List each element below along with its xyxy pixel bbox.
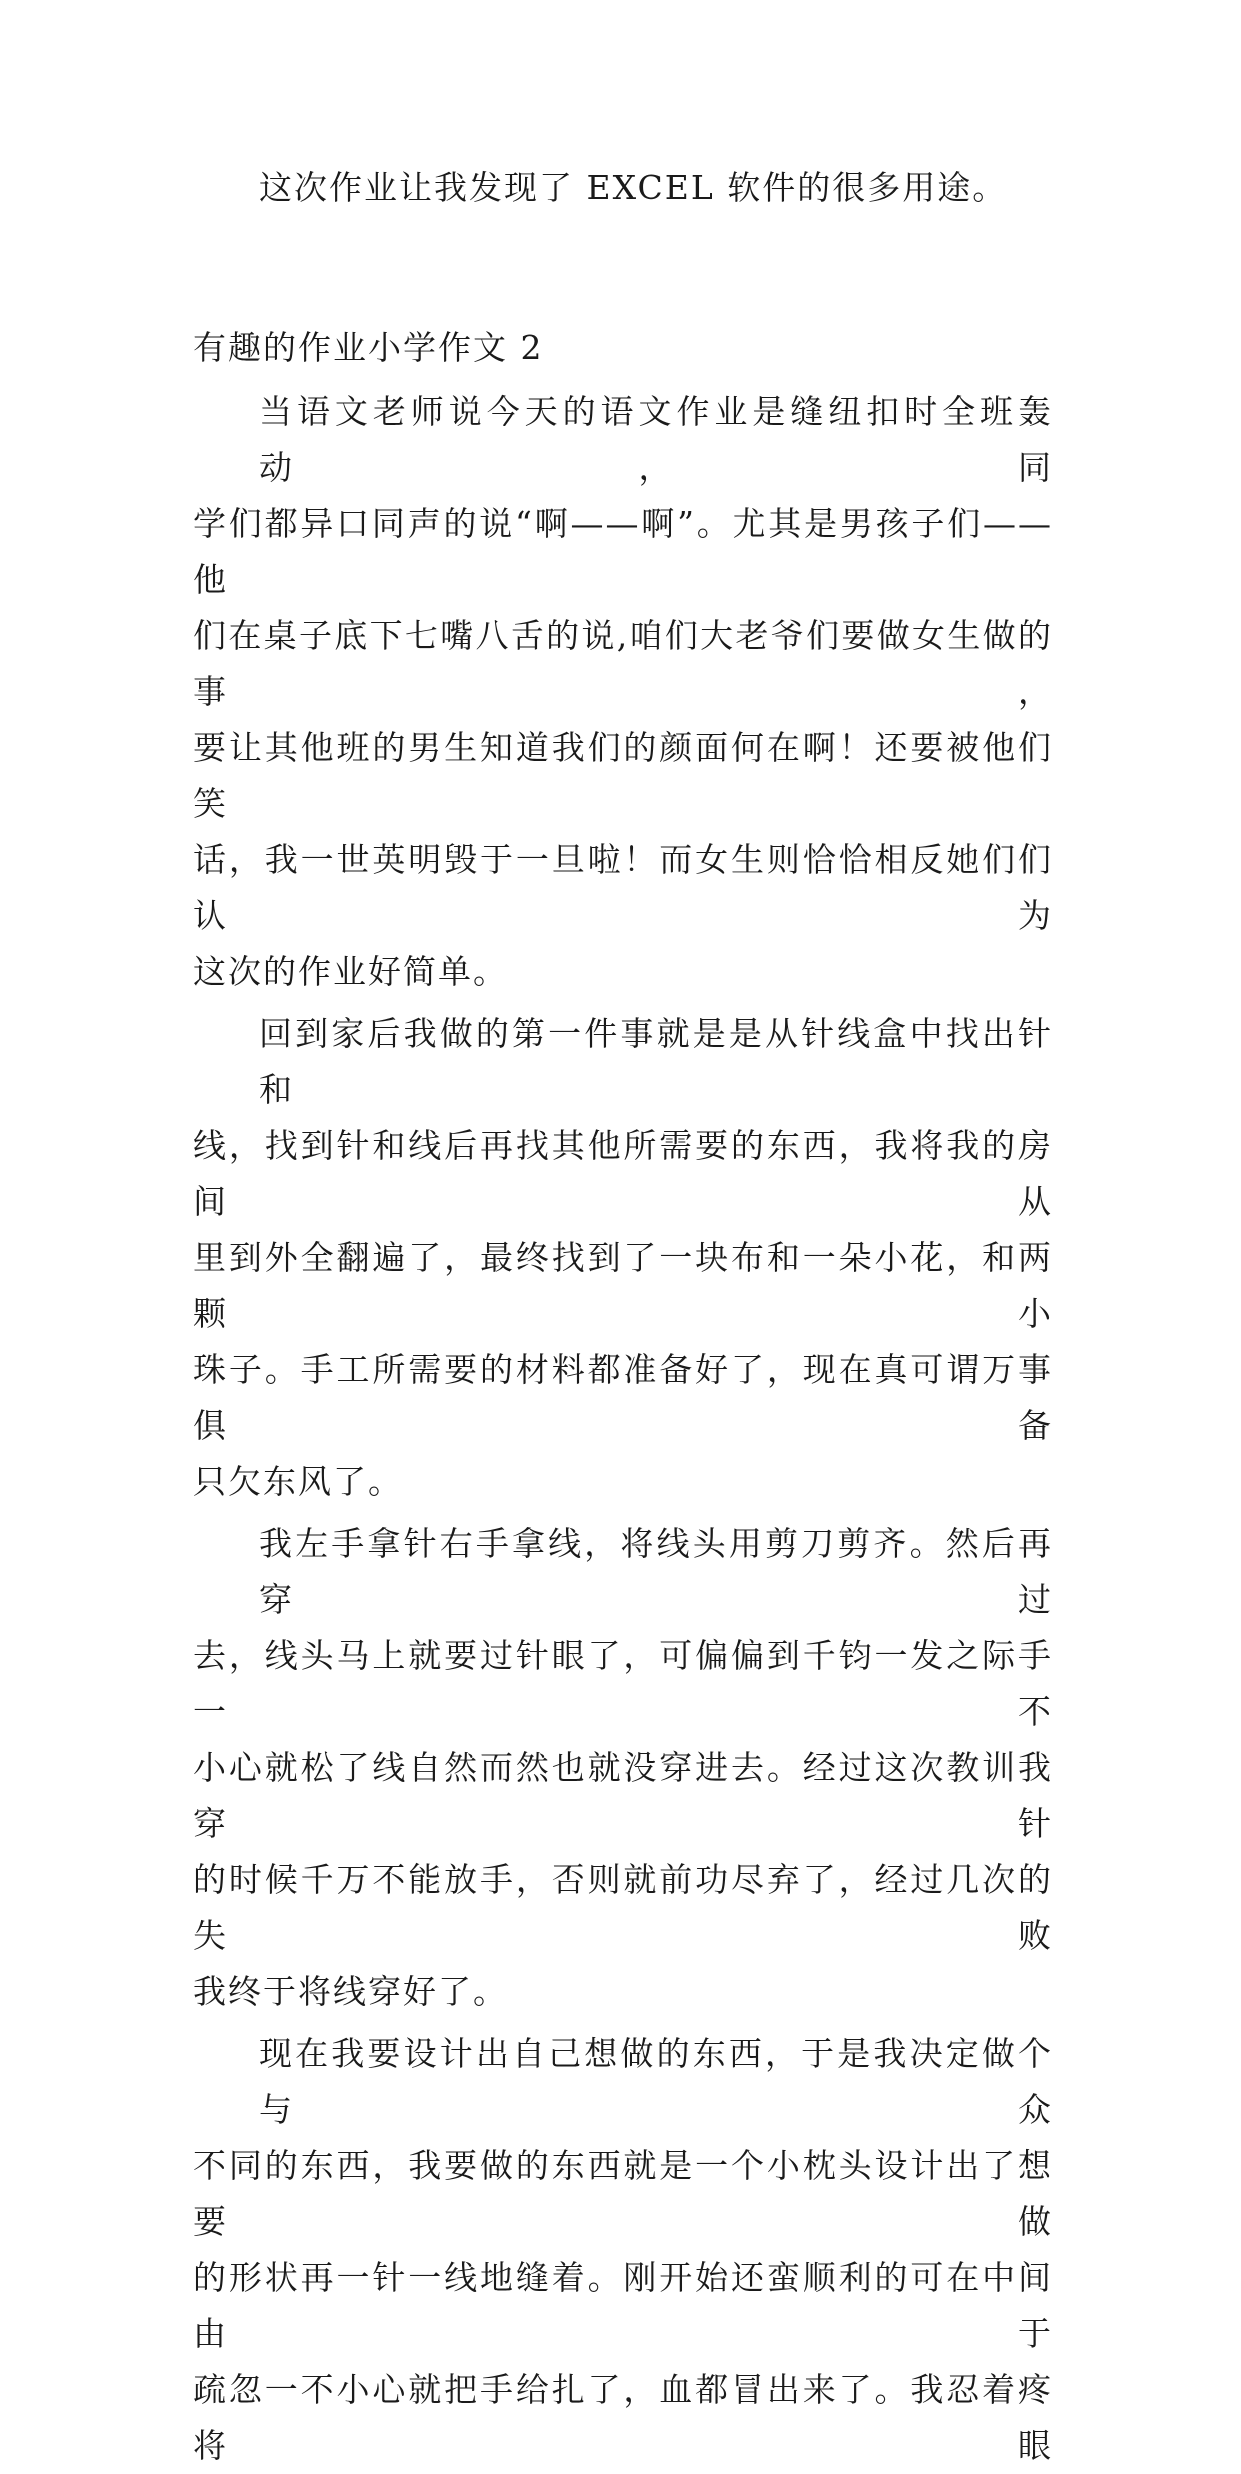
essay-title: 有趣的作业小学作文 2 <box>193 328 544 367</box>
paragraph-line: 只欠东风了。 <box>193 1462 403 1501</box>
paragraph-line: 要让其他班的男生知道我们的颜面何在啊！还要被他们笑 <box>193 728 1053 823</box>
document-body <box>193 160 1053 2474</box>
intro-line: 这次作业让我发现了 EXCEL 软件的很多用途。 <box>259 168 1008 207</box>
paragraph-line: 回到家后我做的第一件事就是是从针线盒中找出针和 <box>259 1014 1053 1109</box>
paragraph-line: 的形状再一针一线地缝着。刚开始还蛮顺利的可在中间由于 <box>193 2258 1053 2353</box>
paragraph-line: 话，我一世英明毁于一旦啦！而女生则恰恰相反她们们认为 <box>193 840 1053 935</box>
section-gap <box>193 216 1053 320</box>
paragraph-line: 疏忽一不小心就把手给扎了，血都冒出来了。我忍着疼将眼 <box>193 2370 1053 2465</box>
paragraph-line: 小心就松了线自然而然也就没穿进去。经过这次教训我穿针 <box>193 1748 1053 1843</box>
paragraph-line: 珠子。手工所需要的材料都准备好了，现在真可谓万事俱备 <box>193 1350 1053 1445</box>
paragraph-line: 去，线头马上就要过针眼了，可偏偏到千钧一发之际手一不 <box>193 1636 1053 1731</box>
paragraph-line: 当语文老师说今天的语文作业是缝纽扣时全班轰动，同 <box>259 392 1053 487</box>
paragraph-line: 我左手拿针右手拿线，将线头用剪刀剪齐。然后再穿过 <box>259 1524 1053 1619</box>
paragraph-line: 学们都异口同声的说“啊——啊”。尤其是男孩子们——他 <box>193 504 1053 599</box>
paragraph-line: 线，找到针和线后再找其他所需要的东西，我将我的房间从 <box>193 1126 1053 1221</box>
paragraph-4 <box>193 2026 1053 2474</box>
paragraph-line: 的时候千万不能放手，否则就前功尽弃了，经过几次的失败 <box>193 1860 1053 1955</box>
paragraph-2 <box>193 1006 1053 1510</box>
paragraph-line: 不同的东西，我要做的东西就是一个小枕头设计出了想要做 <box>193 2146 1053 2241</box>
paragraph-line: 里到外全翻遍了，最终找到了一块布和一朵小花，和两颗小 <box>193 1238 1053 1333</box>
paragraph-3 <box>193 1516 1053 2020</box>
paragraph-line: 们在桌子底下七嘴八舌的说,咱们大老爷们要做女生做的事， <box>193 616 1053 711</box>
paragraph-1 <box>193 384 1053 1000</box>
paragraph-line: 这次的作业好简单。 <box>193 952 508 991</box>
paragraph-line: 我终于将线穿好了。 <box>193 1972 508 2011</box>
paragraph-line: 现在我要设计出自己想做的东西，于是我决定做个与众 <box>259 2034 1053 2129</box>
